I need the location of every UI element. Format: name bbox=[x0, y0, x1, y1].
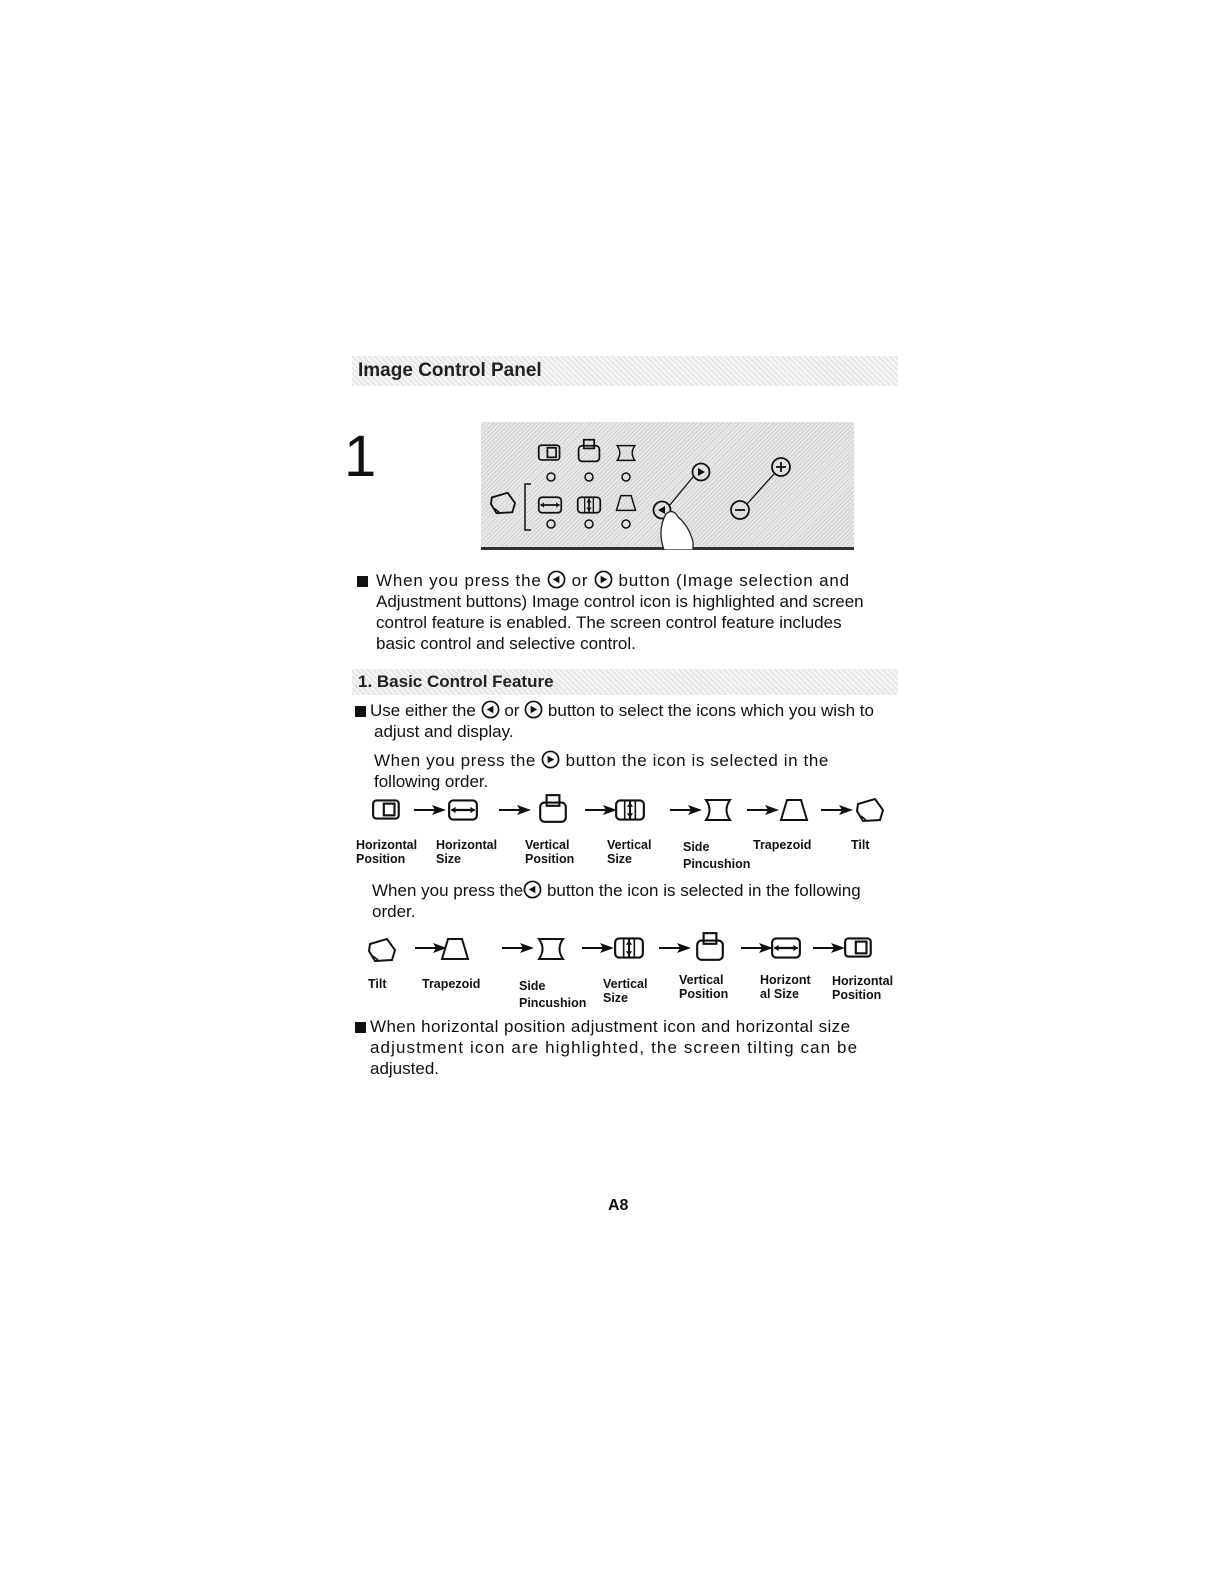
right-order-text-3: following order. bbox=[374, 772, 489, 791]
section-title: 1. Basic Control Feature bbox=[358, 672, 554, 691]
arrow-icon bbox=[585, 804, 617, 816]
right-order-text-1: When you press the bbox=[374, 751, 536, 770]
tilt-icon bbox=[367, 935, 397, 965]
page-title: Image Control Panel bbox=[358, 360, 542, 381]
arrow-icon bbox=[582, 942, 614, 954]
label-side-pincushion: Side Pincushion bbox=[683, 840, 751, 871]
arrow-icon bbox=[741, 942, 773, 954]
control-panel-illustration bbox=[481, 422, 854, 550]
pincushion-icon bbox=[536, 935, 566, 963]
label-vertical-size: Vertical Size bbox=[607, 838, 652, 866]
section-header bbox=[352, 669, 898, 695]
right-button-icon bbox=[524, 700, 543, 719]
arrow-icon bbox=[502, 942, 534, 954]
label-horizontal-position: Horizontal Position bbox=[832, 974, 894, 1002]
bullet bbox=[357, 576, 368, 587]
intro-paragraph bbox=[376, 570, 896, 654]
label-horizontal-size: Horizontal Size bbox=[436, 838, 498, 866]
h-position-icon bbox=[843, 935, 875, 961]
intro-text-4: Adjustment buttons) Image control icon is highlighted and screen bbox=[376, 592, 864, 611]
label-tilt: Tilt bbox=[368, 977, 387, 991]
h-size-icon bbox=[770, 935, 802, 961]
arrow-icon bbox=[670, 804, 702, 816]
pincushion-icon bbox=[703, 796, 733, 824]
label-horizontal-position: Horizontal Position bbox=[356, 838, 418, 866]
arrow-icon bbox=[813, 942, 845, 954]
right-button-icon bbox=[541, 750, 560, 769]
label-trapezoid: Trapezoid bbox=[753, 838, 812, 852]
intro-text-6: basic control and selective control. bbox=[376, 634, 636, 653]
right-order-text-2: button the icon is selected in the bbox=[565, 751, 829, 770]
intro-text-5: control feature is enabled. The screen control feature includes bbox=[376, 613, 842, 632]
intro-text-3: button (Image selection and bbox=[618, 571, 850, 590]
use-either-text-1: Use either the bbox=[370, 701, 476, 720]
use-either-text-2: or bbox=[504, 701, 520, 720]
use-either-text-3: button to select the icons which you wish to bbox=[547, 701, 874, 720]
bullet bbox=[355, 1022, 366, 1033]
label-horizontal-size: Horizont al Size bbox=[760, 973, 811, 1001]
h-size-icon bbox=[447, 797, 479, 823]
left-order-text-3: order. bbox=[372, 902, 416, 921]
note-text-3: adjusted. bbox=[370, 1059, 439, 1078]
use-either-paragraph bbox=[370, 700, 890, 742]
trapezoid-icon bbox=[779, 796, 809, 824]
note-text-1: When horizontal position adjustment icon and horizontal size bbox=[370, 1017, 851, 1036]
label-vertical-position: Vertical Position bbox=[679, 973, 729, 1001]
v-size-icon bbox=[613, 935, 645, 961]
label-vertical-position: Vertical Position bbox=[525, 838, 575, 866]
left-order-paragraph bbox=[372, 880, 912, 922]
note-paragraph bbox=[370, 1016, 890, 1079]
v-position-icon bbox=[694, 932, 726, 962]
label-vertical-size: Vertical Size bbox=[603, 977, 648, 1005]
right-order-paragraph bbox=[374, 750, 894, 792]
label-tilt: Tilt bbox=[851, 838, 870, 852]
bullet bbox=[355, 706, 366, 717]
label-trapezoid: Trapezoid bbox=[422, 977, 481, 991]
h-position-icon bbox=[371, 797, 403, 823]
v-size-icon bbox=[614, 797, 646, 823]
page-header bbox=[352, 356, 898, 386]
page-number: A8 bbox=[608, 1197, 629, 1214]
arrow-icon bbox=[747, 804, 779, 816]
arrow-icon bbox=[659, 942, 691, 954]
arrow-icon bbox=[821, 804, 853, 816]
trapezoid-icon bbox=[440, 935, 470, 963]
step-number: 1 bbox=[344, 424, 377, 489]
v-position-icon bbox=[537, 794, 569, 824]
left-button-icon bbox=[481, 700, 500, 719]
left-order-text-2: button the icon is selected in the following bbox=[546, 881, 861, 900]
note-text-2: adjustment icon are highlighted, the screen tilting can be bbox=[370, 1038, 859, 1057]
left-button-icon bbox=[523, 880, 542, 899]
left-order-text-1: When you press the bbox=[372, 881, 524, 900]
use-either-text-4: adjust and display. bbox=[374, 722, 514, 741]
label-side-pincushion: Side Pincushion bbox=[519, 979, 587, 1010]
left-button-icon bbox=[547, 570, 566, 589]
intro-text-1: When you press the bbox=[376, 571, 542, 590]
right-button-icon bbox=[594, 570, 613, 589]
intro-text-2: or bbox=[571, 571, 589, 590]
control-panel-drawing bbox=[481, 422, 854, 550]
arrow-icon bbox=[499, 804, 531, 816]
arrow-icon bbox=[414, 804, 446, 816]
tilt-icon bbox=[855, 795, 885, 825]
